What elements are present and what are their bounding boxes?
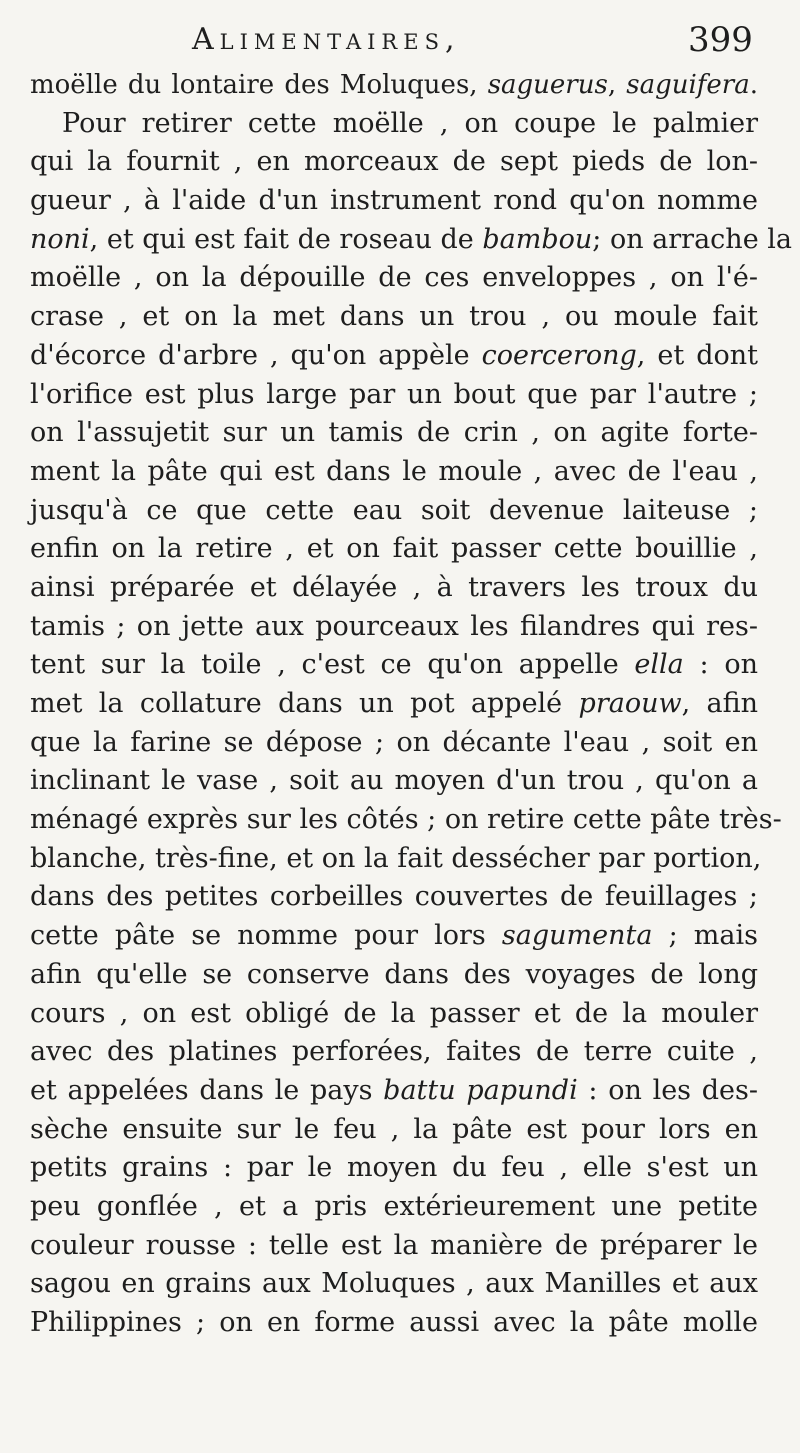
text-line: tent sur la toile , c'est ce qu'on appelle ella : on (30, 649, 758, 681)
text-line: on l'assujetit sur un tamis de crin , on agite forte- (30, 417, 758, 449)
text-line: l'orifice est plus large par un bout que par l'autre ; (30, 378, 758, 410)
text-line: ment la pâte qui est dans le moule , avec de l'eau , (30, 455, 758, 487)
text-line: dans des petites corbeilles couvertes de feuillages ; (30, 881, 758, 913)
text-line: ainsi préparée et délayée , à travers les troux du (30, 571, 758, 603)
text-line: d'écorce d'arbre , qu'on appèle coercerong, et dont (30, 339, 758, 371)
page-number: 399 (688, 20, 753, 60)
text-line: inclinant le vase , soit au moyen d'un trou , qu'on a (30, 765, 758, 797)
page-header (0, 20, 800, 70)
text-line: jusqu'à ce que cette eau soit devenue laiteuse ; (30, 494, 758, 526)
text-line: Philippines ; on en forme aussi avec la pâte molle (30, 1307, 758, 1338)
text-line: gueur , à l'aide d'un instrument rond qu'on nomme (30, 185, 758, 217)
text-line: ménagé exprès sur les côtés ; on retire cette pâte très- (30, 804, 782, 836)
text-line: cette pâte se nomme pour lors sagumenta ; mais (30, 920, 758, 952)
text-line: moëlle du lontaire des Moluques, saguerus, saguifera. (30, 70, 758, 100)
text-line: crase , et on la met dans un trou , ou moule fait (30, 301, 758, 333)
text-line: que la farine se dépose ; on décante l'eau , soit en (30, 726, 758, 758)
text-line: afin qu'elle se conserve dans des voyages de long (30, 958, 758, 990)
text-line: enfin on la retire , et on fait passer cette bouillie , (30, 533, 758, 565)
text-line: moëlle , on la dépouille de ces enveloppes , on l'é- (30, 262, 758, 294)
text-line: sagou en grains aux Moluques , aux Manilles et aux (30, 1268, 758, 1300)
text-line: avec des platines perforées, faites de terre cuite , (30, 1036, 758, 1068)
text-line: sèche ensuite sur le feu , la pâte est pour lors en (30, 1113, 758, 1145)
text-line: petits grains : par le moyen du feu , elle s'est un (30, 1152, 758, 1184)
text-line: Pour retirer cette moëlle , on coupe le palmier (62, 107, 758, 139)
running-head: Alimentaires, (192, 22, 461, 57)
text-line: noni, et qui est fait de roseau de bambou; on arrache la (30, 223, 792, 255)
text-line: couleur rousse : telle est la manière de préparer le (30, 1229, 758, 1261)
text-line: blanche, très-fine, et on la fait dessécher par portion, (30, 842, 762, 874)
text-line: tamis ; on jette aux pourceaux les filandres qui res- (30, 610, 758, 642)
text-line: et appelées dans le pays battu papundi : on les des- (30, 1074, 758, 1106)
text-line: met la collature dans un pot appelé praouw, afin (30, 688, 759, 719)
text-line: cours , on est obligé de la passer et de la mouler (30, 997, 758, 1029)
text-line: qui la fournit , en morceaux de sept pieds de lon- (30, 146, 758, 178)
text-line: peu gonflée , et a pris extérieurement une petite (30, 1190, 758, 1222)
body-text (30, 66, 792, 1343)
